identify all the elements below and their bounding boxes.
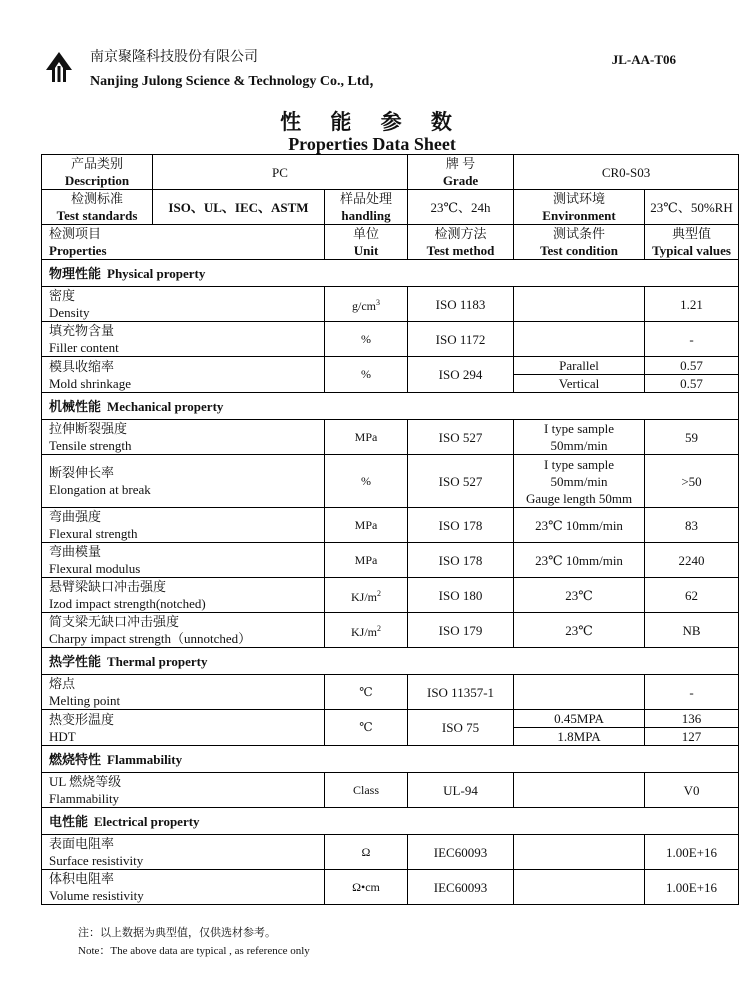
table-cell: 1.00E+16 bbox=[645, 835, 739, 870]
table-cell: ISO 178 bbox=[408, 508, 514, 543]
col-test-condition: 测试条件 Test condition bbox=[514, 225, 645, 260]
table-cell: 表面电阻率 Surface resistivity bbox=[42, 835, 325, 870]
table-cell: Class bbox=[325, 773, 408, 808]
table-row bbox=[42, 578, 739, 613]
table-cell: $KJ/m^2$ bbox=[325, 578, 408, 613]
table-cell: ISO 11357-1 bbox=[408, 675, 514, 710]
table-cell: 23℃ 10mm/min bbox=[514, 543, 645, 578]
table-cell bbox=[514, 322, 645, 357]
table-cell: 23℃ bbox=[514, 613, 645, 648]
table-cell: UL 燃烧等级 Flammability bbox=[42, 773, 325, 808]
table-cell: 模具收缩率 Mold shrinkage bbox=[42, 357, 325, 393]
table-cell: Ω bbox=[325, 835, 408, 870]
table-cell: I type sample 50mm/min Gauge length 50mm bbox=[514, 455, 645, 508]
table-cell: 2240 bbox=[645, 543, 739, 578]
table-cell: >50 bbox=[645, 455, 739, 508]
company-logo-icon bbox=[44, 50, 74, 84]
table-cell: 0.57 bbox=[645, 357, 739, 375]
table-cell: ℃ bbox=[325, 710, 408, 746]
section-physical bbox=[42, 260, 739, 287]
table-cell: $g/cm^3$ bbox=[325, 287, 408, 322]
table-cell: ISO 294 bbox=[408, 357, 514, 393]
table-cell: 0.45MPA bbox=[514, 710, 645, 728]
table-cell: ISO 180 bbox=[408, 578, 514, 613]
table-cell: % bbox=[325, 322, 408, 357]
table-cell: IEC60093 bbox=[408, 870, 514, 905]
table-row bbox=[42, 835, 739, 870]
table-cell: 127 bbox=[645, 728, 739, 746]
table-cell: 填充物含量 Filler content bbox=[42, 322, 325, 357]
table-row bbox=[42, 357, 739, 375]
table-cell: Ω•cm bbox=[325, 870, 408, 905]
table-cell: 59 bbox=[645, 420, 739, 455]
table-row bbox=[42, 287, 739, 322]
section-flammability bbox=[42, 746, 739, 773]
col-unit: 单位 Unit bbox=[325, 225, 408, 260]
table-cell: 0.57 bbox=[645, 375, 739, 393]
table-cell: 1.21 bbox=[645, 287, 739, 322]
info-row-2 bbox=[42, 190, 739, 225]
table-cell: % bbox=[325, 357, 408, 393]
table-cell bbox=[514, 287, 645, 322]
section-thermal bbox=[42, 648, 739, 675]
table-cell: 62 bbox=[645, 578, 739, 613]
table-row bbox=[42, 675, 739, 710]
note-cn: 注：以上数据为典型值，仅供选材参考。 bbox=[78, 927, 276, 939]
table-cell bbox=[514, 773, 645, 808]
table-cell: MPa bbox=[325, 543, 408, 578]
table-row bbox=[42, 322, 739, 357]
table-cell: ISO 1183 bbox=[408, 287, 514, 322]
column-header-row bbox=[42, 225, 739, 260]
table-cell: 热变形温度 HDT bbox=[42, 710, 325, 746]
table-row bbox=[42, 420, 739, 455]
col-properties: 检测项目 Properties bbox=[42, 225, 325, 260]
table-cell: 简支梁无缺口冲击强度 Charpy impact strength（unnotched） bbox=[42, 613, 325, 648]
col-typical-values: 典型值 Typical values bbox=[645, 225, 739, 260]
company-name-cn: 南京聚隆科技股份有限公司 bbox=[90, 50, 258, 65]
document-header bbox=[44, 46, 694, 96]
table-cell: 断裂伸长率 Elongation at break bbox=[42, 455, 325, 508]
table-cell: ISO 527 bbox=[408, 420, 514, 455]
note-en: Note：The above data are typical , as reference only bbox=[78, 945, 310, 957]
table-row bbox=[42, 870, 739, 905]
table-cell: 弯曲强度 Flexural strength bbox=[42, 508, 325, 543]
test-standards-label: 检测标准 Test standards bbox=[42, 190, 153, 225]
info-row-1 bbox=[42, 155, 739, 190]
table-row bbox=[42, 455, 739, 508]
grade-label: 牌 号 Grade bbox=[408, 155, 514, 190]
handling-value: 23℃、24h bbox=[408, 190, 514, 225]
table-cell: 1.8MPA bbox=[514, 728, 645, 746]
page-title-cn: 性 能 参 数 bbox=[280, 110, 464, 134]
table-cell: 136 bbox=[645, 710, 739, 728]
section-mechanical bbox=[42, 393, 739, 420]
test-standards-value: ISO、UL、IEC、ASTM bbox=[153, 190, 325, 225]
table-cell: 熔点 Melting point bbox=[42, 675, 325, 710]
table-cell: ISO 178 bbox=[408, 543, 514, 578]
environment-label: 测试环境 Environment bbox=[514, 190, 645, 225]
table-row bbox=[42, 710, 739, 728]
table-cell: 23℃ bbox=[514, 578, 645, 613]
table-cell: I type sample 50mm/min bbox=[514, 420, 645, 455]
table-row bbox=[42, 543, 739, 578]
table-cell: 燃烧特性 Flammability bbox=[42, 746, 739, 773]
table-row bbox=[42, 773, 739, 808]
col-test-method: 检测方法 Test method bbox=[408, 225, 514, 260]
table-cell: 体积电阻率 Volume resistivity bbox=[42, 870, 325, 905]
table-cell: UL-94 bbox=[408, 773, 514, 808]
table-cell: ISO 75 bbox=[408, 710, 514, 746]
description-label: 产品类别 Description bbox=[42, 155, 153, 190]
table-cell: 弯曲模量 Flexural modulus bbox=[42, 543, 325, 578]
table-cell: 物理性能 Physical property bbox=[42, 260, 739, 287]
environment-value: 23℃、50%RH bbox=[645, 190, 739, 225]
table-cell: V0 bbox=[645, 773, 739, 808]
company-name-en: Nanjing Julong Science & Technology Co., Ltd， bbox=[90, 74, 384, 89]
table-cell: ISO 527 bbox=[408, 455, 514, 508]
table-cell: 83 bbox=[645, 508, 739, 543]
table-cell: IEC60093 bbox=[408, 835, 514, 870]
table-cell: NB bbox=[645, 613, 739, 648]
table-cell: $KJ/m^2$ bbox=[325, 613, 408, 648]
table-cell: ISO 1172 bbox=[408, 322, 514, 357]
table-cell: 热学性能 Thermal property bbox=[42, 648, 739, 675]
table-cell: MPa bbox=[325, 420, 408, 455]
table-cell: MPa bbox=[325, 508, 408, 543]
section-electrical bbox=[42, 808, 739, 835]
table-cell: Parallel bbox=[514, 357, 645, 375]
table-cell: Vertical bbox=[514, 375, 645, 393]
table-cell: ISO 179 bbox=[408, 613, 514, 648]
table-cell: 电性能 Electrical property bbox=[42, 808, 739, 835]
table-cell: 1.00E+16 bbox=[645, 870, 739, 905]
grade-value: CR0-S03 bbox=[514, 155, 739, 190]
table-cell: 密度 Density bbox=[42, 287, 325, 322]
table-cell: - bbox=[645, 675, 739, 710]
table-cell: % bbox=[325, 455, 408, 508]
table-cell: 机械性能 Mechanical property bbox=[42, 393, 739, 420]
page-title-en: Properties Data Sheet bbox=[288, 134, 456, 154]
description-value: PC bbox=[153, 155, 408, 190]
table-row bbox=[42, 508, 739, 543]
document-code: JL-AA-T06 bbox=[611, 52, 676, 67]
table-cell: - bbox=[645, 322, 739, 357]
handling-label: 样品处理 handling bbox=[325, 190, 408, 225]
properties-table bbox=[41, 154, 739, 905]
table-cell: 23℃ 10mm/min bbox=[514, 508, 645, 543]
table-row bbox=[42, 613, 739, 648]
table-cell: ℃ bbox=[325, 675, 408, 710]
table-cell: 拉伸断裂强度 Tensile strength bbox=[42, 420, 325, 455]
table-cell: 悬臂梁缺口冲击强度 Izod impact strength(notched) bbox=[42, 578, 325, 613]
table-cell bbox=[514, 870, 645, 905]
table-cell bbox=[514, 835, 645, 870]
table-cell bbox=[514, 675, 645, 710]
